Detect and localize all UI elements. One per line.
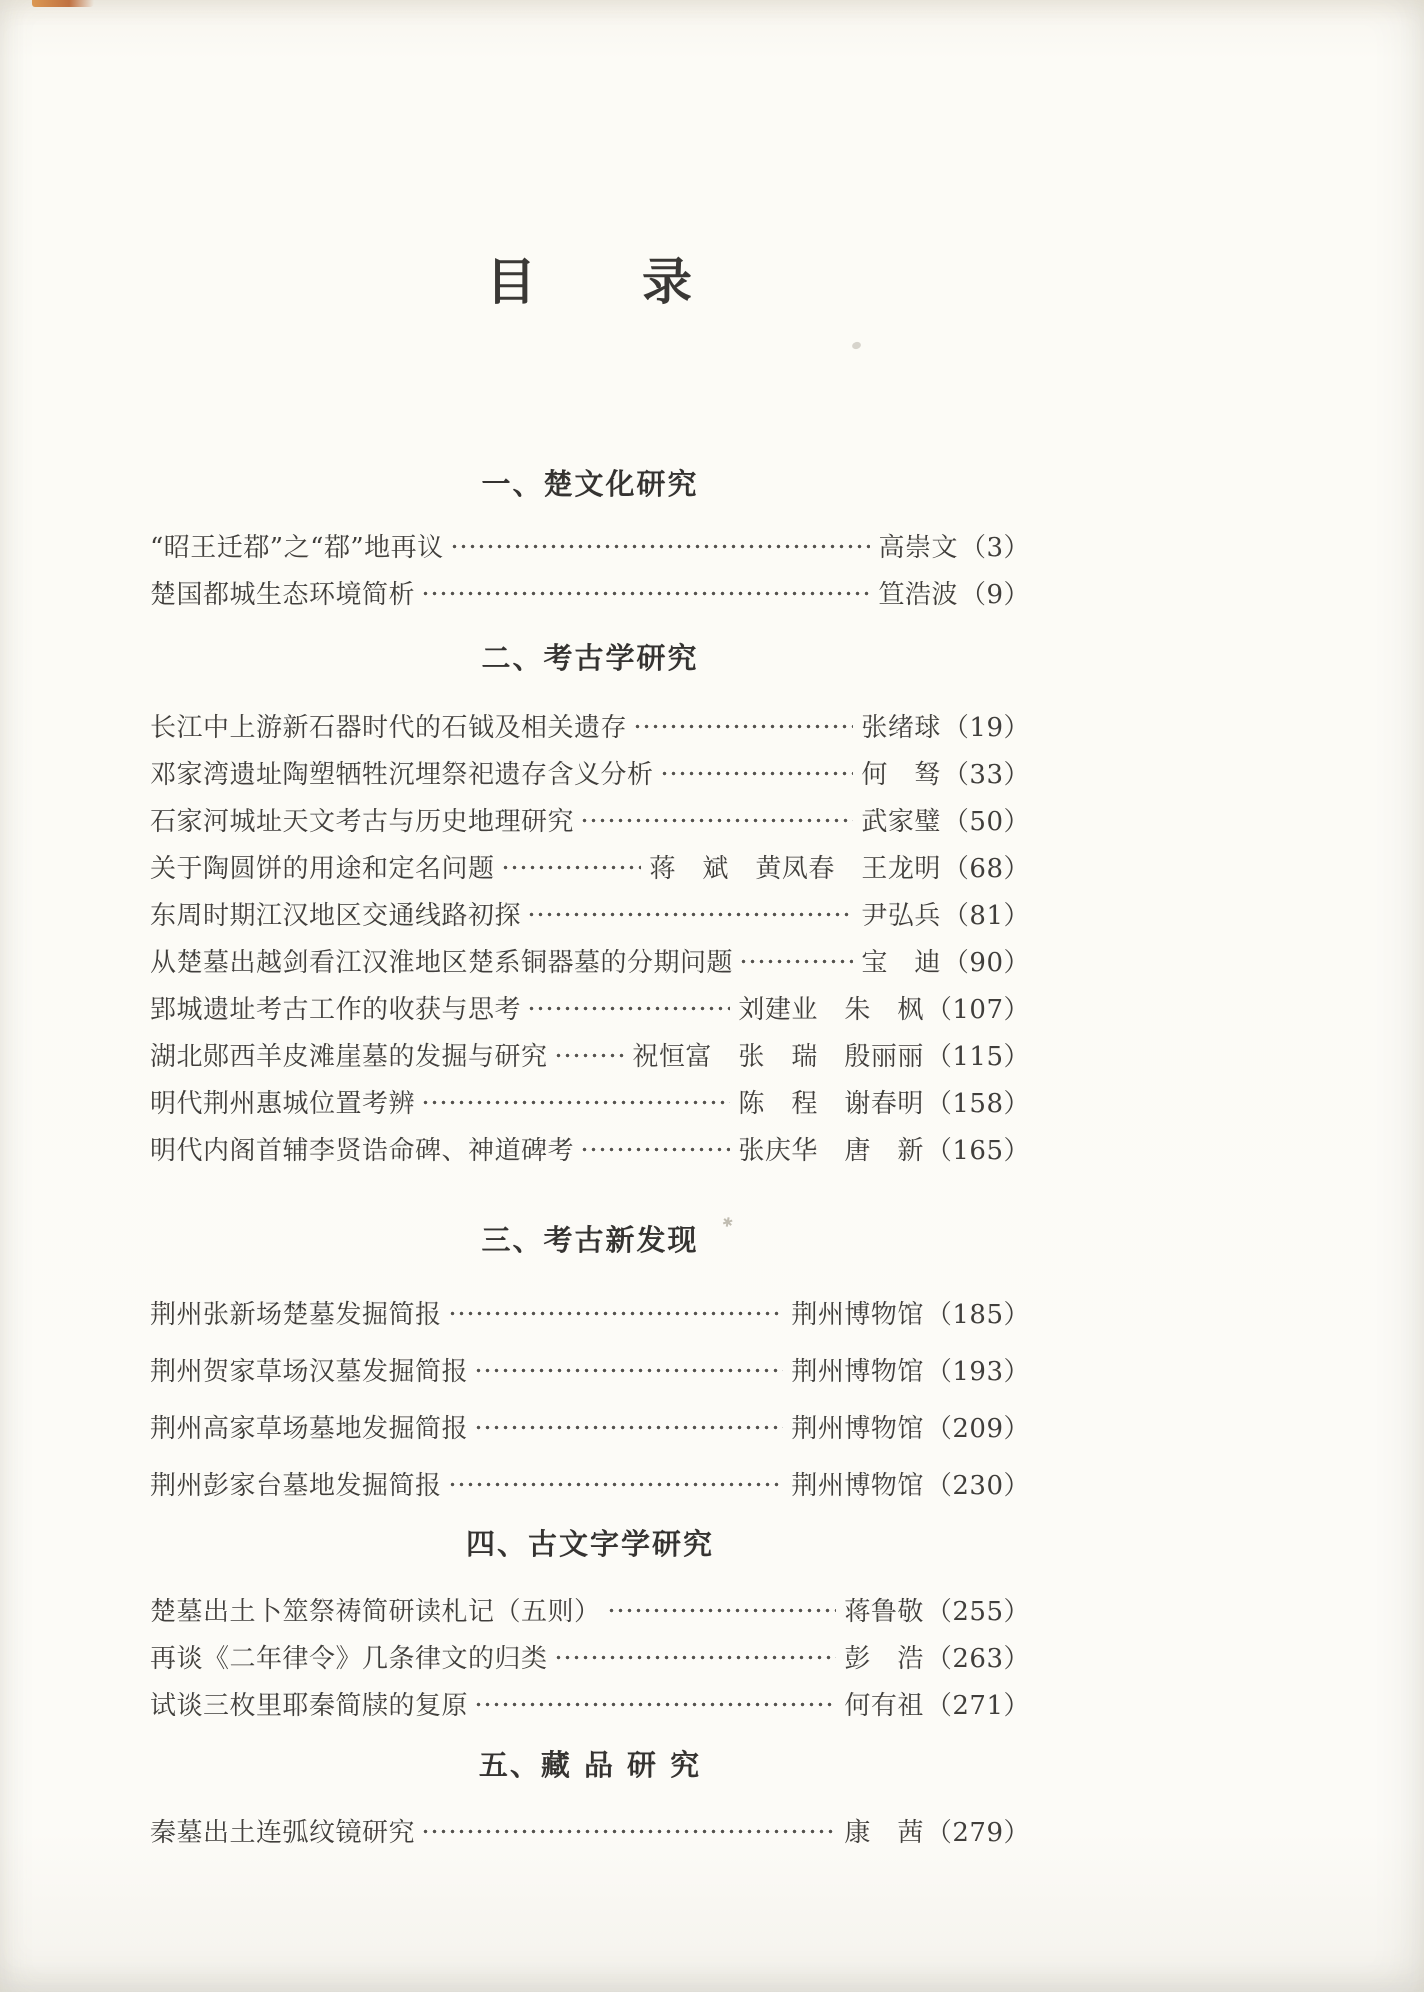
section-heading: 一、楚文化研究: [481, 467, 699, 501]
page-title: 目 录: [486, 252, 694, 311]
entry-title: 荆州张新场楚墓发掘简报: [150, 1300, 442, 1330]
dot-leader: [448, 1300, 784, 1326]
section-entries: [150, 1284, 1030, 1512]
toc-entry: [150, 1398, 1030, 1455]
section-new-discoveries: [150, 1222, 1030, 1512]
dot-leader: [421, 1818, 836, 1844]
dot-leader: [739, 948, 853, 974]
entry-title: “昭王迁鄀”之“鄀”地再议: [150, 533, 444, 563]
dot-leader: [607, 1597, 837, 1623]
entry-title: 郢城遗址考古工作的收获与思考: [150, 995, 522, 1025]
entry-authors: 荆州博物馆: [791, 1414, 924, 1444]
entry-page: （33）: [942, 760, 1030, 790]
entry-title: 再谈《二年律令》几条律文的归类: [150, 1644, 548, 1674]
entry-title: 湖北郧西羊皮滩崖墓的发掘与研究: [150, 1042, 548, 1072]
entry-page: （193）: [925, 1357, 1030, 1387]
entry-title: 关于陶圆饼的用途和定名问题: [150, 854, 495, 884]
entry-page: （115）: [925, 1042, 1030, 1072]
dot-leader: [421, 1089, 730, 1115]
entry-authors: 蒋 斌 黄凤春 王龙明: [649, 854, 941, 884]
toc-entry: [150, 569, 1030, 616]
entry-page: （9）: [959, 580, 1030, 610]
entry-title: 荆州高家草场墓地发掘简报: [150, 1414, 469, 1444]
dot-leader: [554, 1644, 837, 1670]
entry-page: （158）: [925, 1089, 1030, 1119]
entry-page: （165）: [925, 1136, 1030, 1166]
toc-content: [150, 0, 1030, 1854]
dot-leader: [474, 1357, 783, 1383]
entry-authors: 蒋鲁敬: [844, 1597, 924, 1627]
entry-title: 楚国都城生态环境简析: [150, 580, 416, 610]
scan-artifact-orange-edge: [32, 0, 94, 7]
entry-page: （263）: [925, 1644, 1030, 1674]
dot-leader: [633, 713, 853, 739]
toc-entry: [150, 749, 1030, 796]
entry-authors: 张庆华 唐 新: [738, 1136, 924, 1166]
toc-entry: [150, 522, 1030, 569]
section-collection-research: [150, 1747, 1030, 1854]
toc-entry: [150, 702, 1030, 749]
entry-title: 试谈三枚里耶秦简牍的复原: [150, 1691, 469, 1721]
entry-page: （3）: [959, 533, 1030, 563]
dot-leader: [660, 760, 854, 786]
entry-title: 荆州彭家台墓地发掘简报: [150, 1471, 442, 1501]
toc-entry: [150, 1125, 1030, 1172]
entry-title: 邓家湾遗址陶塑牺牲沉埋祭祀遗存含义分析: [150, 760, 654, 790]
entry-title: 明代荆州惠城位置考辨: [150, 1089, 416, 1119]
dot-leader: [580, 807, 853, 833]
entry-authors: 张绪球: [861, 713, 941, 743]
dot-leader: [554, 1042, 625, 1068]
section-heading: 四、古文字学研究: [465, 1527, 714, 1561]
entry-authors: 武家璧: [861, 807, 941, 837]
toc-entry: [150, 843, 1030, 890]
toc-entry: [150, 1284, 1030, 1341]
entry-title: 荆州贺家草场汉墓发掘简报: [150, 1357, 469, 1387]
entry-authors: 陈 程 谢春明: [738, 1089, 924, 1119]
toc-entry: [150, 984, 1030, 1031]
entry-page: （90）: [942, 948, 1030, 978]
entry-page: （230）: [925, 1471, 1030, 1501]
toc-entry: [150, 1680, 1030, 1727]
entry-authors: 何有祖: [844, 1691, 924, 1721]
toc-entry: [150, 1586, 1030, 1633]
dot-leader: [580, 1136, 730, 1162]
entry-authors: 宝 迪: [861, 948, 941, 978]
scan-artifact-smudge: ✱: [720, 1214, 735, 1232]
toc-entry: [150, 1807, 1030, 1854]
entry-page: （279）: [925, 1818, 1030, 1848]
section-entries: [150, 1807, 1030, 1854]
section-heading: 三、考古新发现: [481, 1223, 699, 1257]
entry-authors: 康 茜: [844, 1818, 924, 1848]
entry-title: 石家河城址天文考古与历史地理研究: [150, 807, 575, 837]
dot-leader: [527, 995, 730, 1021]
entry-authors: 荆州博物馆: [791, 1300, 924, 1330]
entry-title: 明代内阁首辅李贤诰命碑、神道碑考: [150, 1136, 575, 1166]
toc-entry: [150, 1031, 1030, 1078]
entry-authors: 何 驽: [861, 760, 941, 790]
entry-authors: 荆州博物馆: [791, 1357, 924, 1387]
entry-authors: 刘建业 朱 枫: [738, 995, 924, 1025]
section-entries: [150, 702, 1030, 1172]
toc-entry: [150, 1078, 1030, 1125]
toc-entry: [150, 890, 1030, 937]
entry-page: （209）: [925, 1414, 1030, 1444]
dot-leader: [421, 580, 870, 606]
toc-entry: [150, 1455, 1030, 1512]
entry-authors: 荆州博物馆: [791, 1471, 924, 1501]
dot-leader: [448, 1471, 784, 1497]
entry-authors: 高崇文: [878, 533, 958, 563]
entry-page: （271）: [925, 1691, 1030, 1721]
section-chu-culture-research: [150, 466, 1030, 616]
entry-title: 从楚墓出越剑看江汉淮地区楚系铜器墓的分期问题: [150, 948, 734, 978]
entry-authors: 笪浩波: [878, 580, 958, 610]
toc-entry: [150, 796, 1030, 843]
entry-page: （255）: [925, 1597, 1030, 1627]
dot-leader: [474, 1414, 783, 1440]
entry-title: 东周时期江汉地区交通线路初探: [150, 901, 522, 931]
section-entries: [150, 522, 1030, 616]
dot-leader: [474, 1691, 836, 1717]
section-archaeology-research: [150, 640, 1030, 1172]
toc-entry: [150, 937, 1030, 984]
entry-page: （185）: [925, 1300, 1030, 1330]
entry-authors: 尹弘兵: [861, 901, 941, 931]
entry-title: 秦墓出土连弧纹镜研究: [150, 1818, 416, 1848]
entry-page: （50）: [942, 807, 1030, 837]
entry-title: 长江中上游新石器时代的石钺及相关遗存: [150, 713, 628, 743]
section-entries: [150, 1586, 1030, 1727]
entry-authors: 彭 浩: [844, 1644, 924, 1674]
toc-entry: [150, 1341, 1030, 1398]
section-paleography-research: [150, 1526, 1030, 1727]
dot-leader: [501, 854, 642, 880]
dot-leader: [450, 533, 871, 559]
dot-leader: [527, 901, 853, 927]
toc-entry: [150, 1633, 1030, 1680]
section-heading: 五、藏 品 研 究: [478, 1748, 702, 1782]
entry-page: （81）: [942, 901, 1030, 931]
section-heading: 二、考古学研究: [481, 641, 699, 675]
entry-page: （107）: [925, 995, 1030, 1025]
entry-page: （68）: [942, 854, 1030, 884]
entry-page: （19）: [942, 713, 1030, 743]
entry-authors: 祝恒富 张 瑞 殷丽丽: [632, 1042, 924, 1072]
entry-title: 楚墓出土卜筮祭祷简研读札记（五则）: [150, 1597, 601, 1627]
